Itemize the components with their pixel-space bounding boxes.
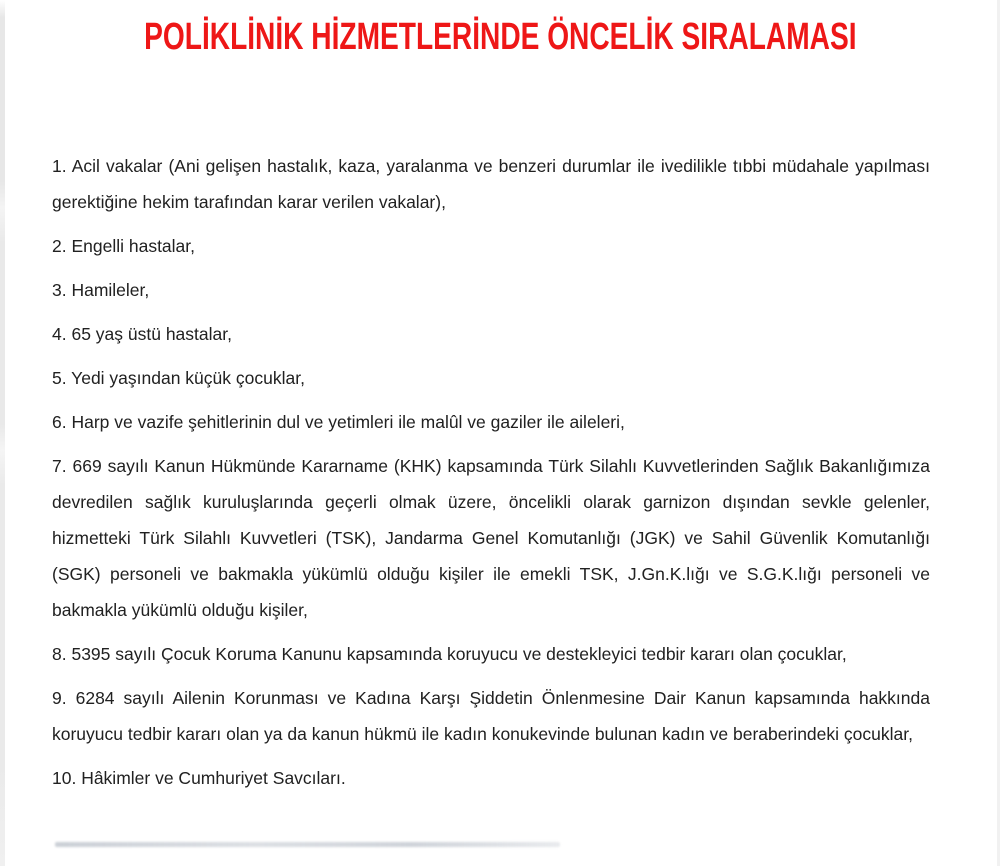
list-item-1: 1. Acil vakalar (Ani gelişen hastalık, kaza, yaralanma ve benzeri durumlar ile ivedilikle tıbbi müdahale yapılması gerektiğine hekim tarafından karar verilen vakalar), [52,156,930,212]
list-item-4: 4. 65 yaş üstü hastalar, [52,324,232,344]
list-item-6: 6. Harp ve vazife şehitlerinin dul ve yetimleri ile malûl ve gaziler ile aileleri, [52,412,625,432]
list-item-2: 2. Engelli hastalar, [52,236,196,256]
page-edge-left [0,0,5,866]
list-item-8: 8. 5395 sayılı Çocuk Koruma Kanunu kapsamında koruyucu ve destekleyici tedbir kararı olan çocuklar, [52,644,847,664]
list-item-7: 7. 669 sayılı Kanun Hükmünde Kararname (KHK) kapsamında Türk Silahlı Kuvvetlerinden Sağlık Bakanlığımıza devredilen sağlık kuruluşlarında geçerli olmak üzere, öncelikli olarak garnizon dışından sevkle gelenler, hizmetteki Türk Silahlı Kuvvetleri (TSK), Jandarma Genel Komutanlığı (JGK) ve Sahil Güvenlik Komutanlığı (SGK) personeli ve bakmakla yükümlü olduğu kişiler ile emekli TSK, J.Gn.K.lığı ve S.G.K.lığı personeli ve bakmakla yükümlü olduğu kişiler, [52,456,930,620]
page-title [0,14,1000,60]
list-item-3: 3. Hamileler, [52,280,150,300]
list-item-10: 10. Hâkimler ve Cumhuriyet Savcıları. [52,768,346,788]
list-item-5: 5. Yedi yaşından küçük çocuklar, [52,368,305,388]
priority-list [0,148,1000,796]
cutoff-text-artifact [55,842,560,847]
page-title-text: POLİKLİNİK HİZMETLERİNDE ÖNCELİK SIRALAMASI [143,16,857,58]
list-item-9: 9. 6284 sayılı Ailenin Korunması ve Kadına Karşı Şiddetin Önlenmesine Dair Kanun kapsamında hakkında koruyucu tedbir kararı olan ya da kanun hükmü ile kadın konukevinde bulunan kadın ve beraberindeki çocuklar, [52,688,930,744]
